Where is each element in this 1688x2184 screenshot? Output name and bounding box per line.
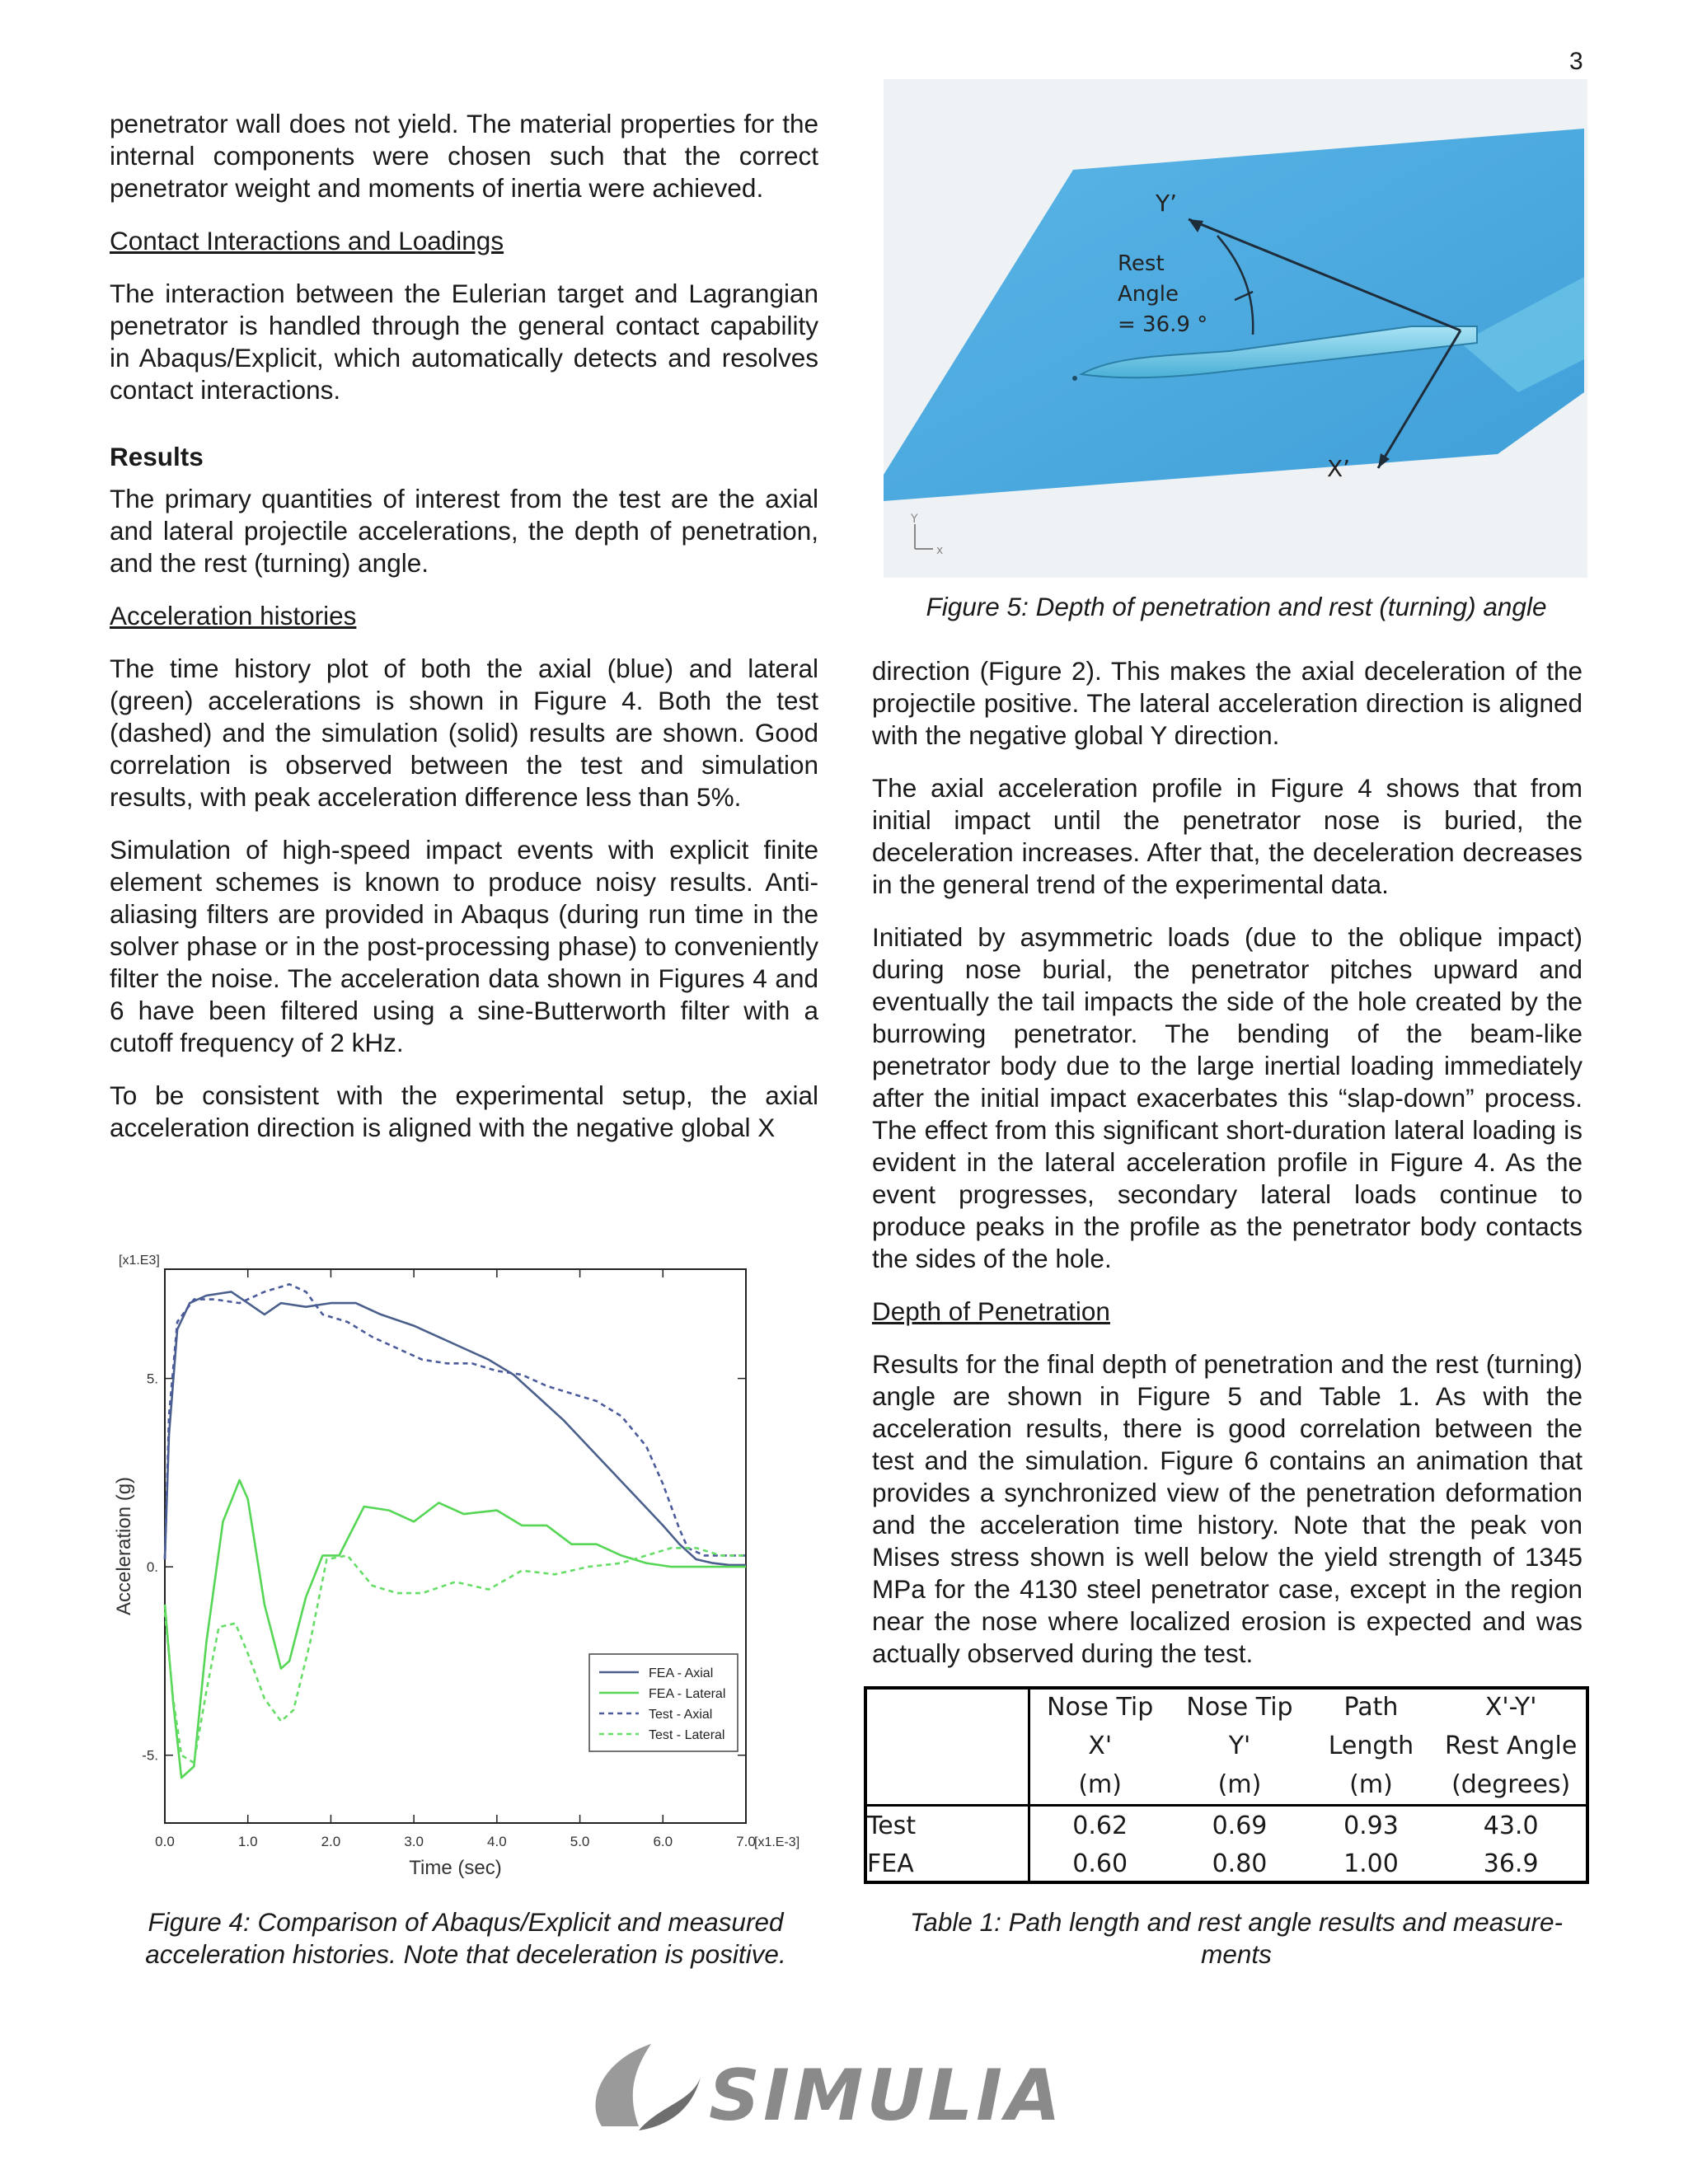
triad-y-label: Y — [911, 513, 918, 526]
section-heading-contact: Contact Interactions and Loadings — [110, 226, 504, 255]
right-paragraph-2: The axial acceleration profile in Figure 4 shows that from initial impact until the penetrator nose is buried, the deceleration increases. After that, the deceleration decreases in the general trend of the experimental data. — [872, 773, 1582, 899]
rest-angle-label-2: Angle — [1118, 282, 1179, 307]
acceleration-chart-svg — [107, 1244, 824, 1887]
table-header-nose-tip-x — [1029, 1688, 1170, 1806]
legend-label: FEA - Lateral — [649, 1687, 726, 1701]
table-row — [864, 1844, 1589, 1882]
y-tick-label: 0. — [146, 1559, 158, 1576]
y-prime-label: Y’ — [1156, 190, 1178, 217]
y-tick-label: -5. — [142, 1747, 158, 1764]
legend-label: Test - Lateral — [649, 1728, 725, 1742]
results-table — [864, 1688, 1589, 1882]
simulia-logo — [569, 2027, 1121, 2151]
table-cell-row-label: FEA — [864, 1844, 1029, 1882]
header-line: Path — [1343, 1693, 1399, 1722]
table-cell: 36.9 — [1483, 1849, 1539, 1878]
header-line: (m) — [1078, 1770, 1122, 1799]
legend-label: Test - Axial — [649, 1708, 713, 1722]
header-line: (degrees) — [1451, 1770, 1571, 1799]
x-axis-label: Time (sec) — [409, 1857, 502, 1879]
left-paragraph-3: The primary quantities of interest from the test are the axial and lateral projectile accelerations, the depth of penetration, and the rest (turning) angle. — [110, 484, 818, 578]
figure-4-caption-line-1: Figure 4: Comparison of Abaqus/Explicit and measured — [148, 1907, 784, 1937]
table-1-caption-line-2: ments — [1201, 1939, 1272, 1969]
x-tick-label: 5.0 — [570, 1834, 590, 1849]
rest-angle-value: = 36.9 ° — [1118, 312, 1208, 337]
table-cell: 0.80 — [1212, 1849, 1268, 1878]
x-multiplier-label: [x1.E-3] — [754, 1835, 800, 1849]
simulia-wordmark: SIMULIA — [709, 2055, 1064, 2137]
left-paragraph-6: To be consistent with the experimental setup, the axial acceleration direction is aligned with the negative global X — [110, 1080, 818, 1142]
left-paragraph-5: Simulation of high-speed impact events with explicit finite element schemes is known to produce noisy results. Anti-aliasing filters are provided in Abaqus (during run time in the solver phase or in the post-processing phase) to conveniently filter the noise. The acceleration data shown in Figures 4 and 6 have been filtered using a sine-Butterworth filter with a cutoff frequency of 2 kHz. — [110, 835, 818, 1057]
header-line: Rest Angle — [1445, 1732, 1578, 1760]
table-header-path-length — [1310, 1688, 1433, 1806]
header-line: (m) — [1349, 1770, 1393, 1799]
x-tick-label: 7.0 — [736, 1834, 756, 1849]
right-paragraph-4: Results for the final depth of penetration and the rest (turning) angle are shown in Figure 5 and Table 1. As with the acceleration results, there is good correlation between the test and the simulation. Figure 6 contains an animation that provides a synchronized view of the penetration deformation and the acceleration time history. Note that the peak von Mises stress shown is well below the yield strength of 1345 MPa for the 4130 steel penetrator case, except in the region near the nose where localized erosion is expected and was actually observed during the test. — [872, 1349, 1582, 1668]
x-tick-label: 3.0 — [404, 1834, 424, 1849]
table-cell: 43.0 — [1483, 1811, 1539, 1840]
header-line: (m) — [1217, 1770, 1262, 1799]
table-row — [864, 1806, 1589, 1845]
x-tick-label: 4.0 — [487, 1834, 507, 1849]
table-cell-row-label: Test — [864, 1806, 1029, 1845]
x-tick-label: 0.0 — [155, 1834, 175, 1849]
table-header-cell-blank — [864, 1688, 1029, 1806]
x-tick-label: 6.0 — [653, 1834, 673, 1849]
target-plate — [884, 129, 1584, 501]
y-multiplier-label: [x1.E3] — [119, 1254, 160, 1268]
x-tick-label: 1.0 — [237, 1834, 258, 1849]
table-cell: 1.00 — [1343, 1849, 1399, 1878]
table-header-nose-tip-y — [1170, 1688, 1309, 1806]
table-cell: 0.62 — [1072, 1811, 1128, 1840]
table-1-caption-line-1: Table 1: Path length and rest angle results and measure- — [909, 1907, 1564, 1937]
table-1-caption — [874, 1906, 1599, 1971]
rest-angle-label-1: Rest — [1118, 251, 1165, 276]
left-paragraph-2: The interaction between the Eulerian target and Lagrangian penetrator is handled through the general contact capability in Abaqus/Explicit, which automatically detects and resolves contact interactions. — [110, 279, 818, 405]
header-line: Nose Tip — [1186, 1693, 1293, 1722]
series-line-test-axial — [165, 1284, 746, 1559]
header-line: X'-Y' — [1484, 1693, 1537, 1722]
header-line: X' — [1088, 1732, 1113, 1760]
header-line: Nose Tip — [1047, 1693, 1154, 1722]
legend-label: FEA - Axial — [649, 1666, 714, 1680]
table-cell: 0.60 — [1072, 1849, 1128, 1878]
table-header-rest-angle — [1432, 1688, 1589, 1806]
figure-5-caption: Figure 5: Depth of penetration and rest (turning) angle — [926, 592, 1547, 621]
y-tick-label: 5. — [146, 1371, 158, 1387]
figure-4-caption — [107, 1906, 824, 1971]
left-paragraph-4: The time history plot of both the axial (blue) and lateral (green) accelerations is shown in Figure 4. Both the test (dashed) and the simulation (solid) results are shown. Good correlation is observed between the test and simulation results, with peak acceleration difference less than 5%. — [110, 654, 818, 812]
section-heading-depth: Depth of Penetration — [872, 1296, 1110, 1326]
right-paragraph-1: direction (Figure 2). This makes the axial deceleration of the projectile positive. The lateral acceleration direction is aligned with the negative global Y direction. — [872, 656, 1582, 750]
triad-x-label: x — [936, 544, 944, 557]
page-number: 3 — [1569, 48, 1583, 75]
table-cell: 0.93 — [1343, 1811, 1399, 1840]
ds-logo-mark — [569, 2027, 1121, 2151]
x-prime-label: X’ — [1327, 455, 1351, 482]
figure-5-graphic — [884, 79, 1587, 578]
x-tick-label: 2.0 — [321, 1834, 341, 1849]
table-cell: 0.69 — [1212, 1811, 1268, 1840]
nose-tip-marker — [1072, 376, 1077, 381]
figure-4-chart — [107, 1244, 824, 1887]
section-heading-acceleration: Acceleration histories — [110, 601, 357, 630]
left-column — [110, 108, 818, 1165]
left-paragraph-1: penetrator wall does not yield. The material properties for the internal components were chosen such that the correct penetrator weight and moments of inertia were achieved. — [110, 109, 818, 203]
section-heading-results: Results — [110, 442, 204, 471]
header-line: Y' — [1228, 1732, 1251, 1760]
right-column — [872, 655, 1582, 1690]
header-line: Length — [1328, 1732, 1414, 1760]
figure-4-caption-line-2: acceleration histories. Note that deceleration is positive. — [145, 1939, 786, 1969]
right-paragraph-3: Initiated by asymmetric loads (due to the oblique impact) during nose burial, the penetrator pitches upward and eventually the tail impacts the side of the hole created by the burrowing penetrator. The bending of the beam-like penetrator body due to the large inertial loading immediately after the initial impact exacerbates this “slap-down” process. The effect from this significant short-duration lateral loading is evident in the lateral acceleration profile in Figure 4. As the event progresses, secondary lateral loads continue to produce peaks in the profile as the penetrator body contacts the sides of the hole. — [872, 922, 1582, 1273]
figure-5-penetration-image — [884, 79, 1587, 578]
table-header-row — [864, 1688, 1589, 1806]
y-axis-label: Acceleration (g) — [113, 1476, 135, 1616]
